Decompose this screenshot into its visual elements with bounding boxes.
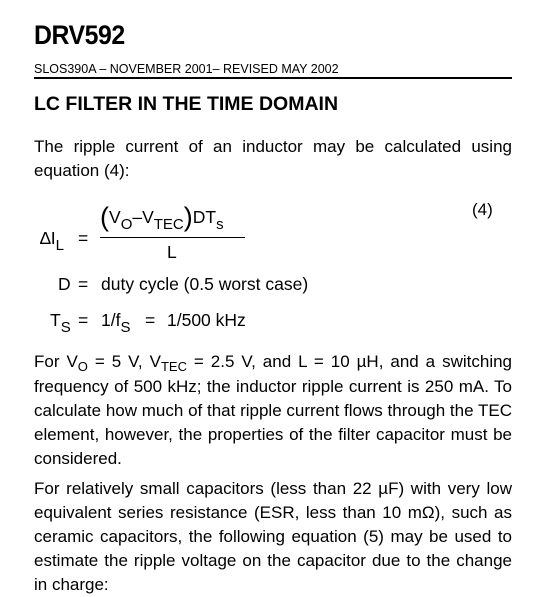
header-divider	[34, 77, 512, 79]
duty-cycle-definition: duty cycle (0.5 worst case)	[101, 274, 309, 294]
equation-equals: =	[78, 228, 89, 248]
para2-text-3: = 2.5 V, and L = 10 µH, and a switching frequency of 500 kHz; the inductor ripple current is 250 mA. To calculate how much of that ripple current flows through the TEC element, however, the properties of the filter capacitor must be considered.	[34, 352, 513, 468]
duty-cycle-equals: =	[78, 274, 89, 294]
para2-sub-tec: TEC	[160, 359, 187, 374]
ts-equals-2: =	[145, 310, 156, 330]
ts-middle	[101, 310, 131, 336]
numerator-v-sub-tec: TEC	[153, 216, 184, 233]
section-title: LC FILTER IN THE TIME DOMAIN	[34, 93, 339, 115]
numerator-dt-sub: s	[216, 216, 224, 233]
ts-middle-subscript: S	[120, 319, 131, 336]
para2-text-2: = 5 V, V	[87, 352, 161, 371]
delta-i-symbol: ∆I	[40, 228, 56, 248]
ts-value: 1/500 kHz	[167, 310, 246, 330]
ts-symbol	[50, 310, 71, 336]
document-revision-line: SLOS390A – NOVEMBER 2001– REVISED MAY 2002	[34, 62, 339, 76]
equation-denominator: L	[167, 242, 177, 262]
ts-middle-term: 1/f	[101, 310, 121, 330]
numerator-v-sub-o: O	[120, 216, 133, 233]
para2-text-1: For V	[34, 352, 78, 371]
capacitor-paragraph: For relatively small capacitors (less than 22 µF) with very low equivalent series resistance (ESR, less than 10 mΩ), such as ceramic capacitors, the following equation (5) may be used to estimate the ripple voltage on the capacitor due to the change in charge:	[34, 479, 512, 594]
part-number: DRV592	[34, 20, 125, 50]
duty-cycle-symbol: D	[58, 274, 71, 294]
equation-lhs	[40, 228, 64, 254]
delta-i-subscript: L	[55, 237, 64, 254]
fraction-bar	[100, 237, 245, 238]
ts-letter: T	[50, 310, 61, 330]
intro-paragraph: The ripple current of an inductor may be calculated using equation (4):	[34, 137, 512, 180]
ts-subscript: S	[60, 319, 71, 336]
para2-sub-o: O	[77, 359, 88, 374]
left-paren: (	[100, 202, 109, 232]
numerator-v: V	[109, 207, 121, 227]
numerator-minus-v: –V	[132, 207, 154, 227]
right-paren: )	[183, 202, 193, 232]
ripple-current-paragraph	[34, 350, 512, 471]
numerator-dt: DT	[192, 207, 217, 227]
equation-number: (4)	[472, 200, 493, 219]
ts-equals-1: =	[78, 310, 89, 330]
equation-numerator	[100, 199, 224, 233]
